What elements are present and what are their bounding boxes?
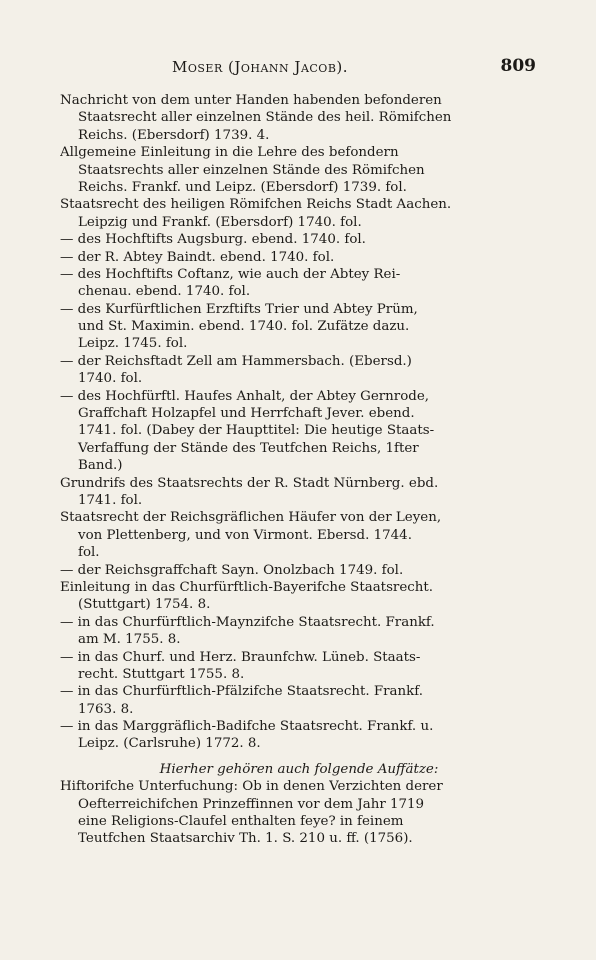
text-line: eine Religions-Claufel enthalten feye? in feinem — [78, 814, 404, 830]
text-line: — der Reichsftadt Zell am Hammersbach. (Ebersd.) — [60, 353, 412, 369]
text-line: Allgemeine Einleitung in die Lehre des befondern — [60, 145, 399, 161]
text-line: Oefterreichifchen Prinzeffinnen vor dem Jahr 1719 — [78, 796, 425, 812]
page-header — [60, 58, 536, 82]
text-line: Reichs. Frankf. und Leipz. (Ebersdorf) 1739. fol. — [78, 179, 407, 195]
bibliography-text — [60, 92, 538, 848]
text-line: Leipzig und Frankf. (Ebersdorf) 1740. fol. — [78, 214, 362, 230]
text-line: Reichs. (Ebersdorf) 1739. 4. — [78, 127, 270, 143]
text-line: 1763. 8. — [78, 701, 134, 717]
page-number: 809 — [500, 56, 536, 76]
text-line: Staatsrecht der Reichsgräflichen Häufer von der Leyen, — [60, 510, 442, 526]
text-line: Teutfchen Staatsarchiv Th. 1. S. 210 u. ff. (1756). — [78, 831, 413, 847]
text-line: am M. 1755. 8. — [78, 632, 181, 648]
text-line: 1741. fol. (Dabey der Haupttitel: Die heutige Staats- — [78, 423, 435, 439]
text-line: — des Hochfürftl. Haufes Anhalt, der Abtey Gernrode, — [60, 388, 430, 404]
text-line: Nachricht von dem unter Handen habenden befonderen — [60, 93, 442, 108]
text-line: — in das Marggräflich-Badifche Staatsrecht. Frankf. u. — [60, 719, 434, 735]
text-line: (Stuttgart) 1754. 8. — [78, 597, 211, 613]
text-line: von Plettenberg, und von Virmont. Ebersd. 1744. — [78, 527, 412, 543]
text-line: chenau. ebend. 1740. fol. — [78, 284, 251, 300]
text-line: — in das Churf. und Herz. Braunfchw. Lüneb. Staats- — [60, 649, 421, 665]
text-line: — der Reichsgraffchaft Sayn. Onolzbach 1749. fol. — [60, 562, 404, 578]
text-line: 1740. fol. — [78, 371, 143, 387]
text-line: Band.) — [78, 458, 123, 474]
running-head: Moser (Johann Jacob). — [172, 58, 349, 76]
text-line: — des Kurfürftlichen Erzftifts Trier und Abtey Prüm, — [60, 301, 418, 317]
text-line: Staatsrechts aller einzelnen Stände des Römifchen — [78, 162, 425, 178]
text-line: — des Hochftifts Augsburg. ebend. 1740. fol. — [60, 232, 366, 248]
text-line: 1741. fol. — [78, 492, 143, 508]
text-line: — des Hochftifts Coftanz, wie auch der Abtey Rei- — [60, 266, 401, 282]
text-line: — in das Churfürftlich-Pfälzifche Staatsrecht. Frankf. — [60, 684, 424, 700]
text-line: und St. Maximin. ebend. 1740. fol. Zufätze dazu. — [78, 319, 410, 335]
text-line: Grundrifs des Staatsrechts der R. Stadt Nürnberg. ebd. — [60, 475, 439, 491]
text-line: Graffchaft Holzapfel und Herrfchaft Jever. ebend. — [78, 406, 415, 422]
text-line: Staatsrecht aller einzelnen Stände des heil. Römifchen — [78, 110, 452, 126]
text-line: — in das Churfürftlich-Maynzifche Staatsrecht. Frankf. — [60, 614, 435, 630]
text-line: Leipz. 1745. fol. — [78, 336, 188, 352]
text-line: Leipz. (Carlsruhe) 1772. 8. — [78, 736, 261, 752]
text-line: Staatsrecht des heiligen Römifchen Reichs Stadt Aachen. — [60, 197, 452, 213]
bibliography-entries — [60, 92, 538, 753]
text-line: Einleitung in das Churfürftlich-Bayerifche Staatsrecht. — [60, 579, 434, 595]
text-line: Verfaffung der Stände des Teutfchen Reichs, 1fter — [78, 440, 419, 456]
text-line: recht. Stuttgart 1755. 8. — [78, 666, 245, 682]
section-entries — [60, 778, 538, 848]
text-line: — der R. Abtey Baindt. ebend. 1740. fol. — [60, 249, 335, 265]
text-line: Hiftorifche Unterfuchung: Ob in denen Verzichten derer — [60, 779, 443, 795]
section-heading: Hierher gehören auch folgende Auffätze: — [159, 761, 439, 777]
text-line: fol. — [78, 545, 100, 561]
section-gap — [60, 753, 538, 761]
